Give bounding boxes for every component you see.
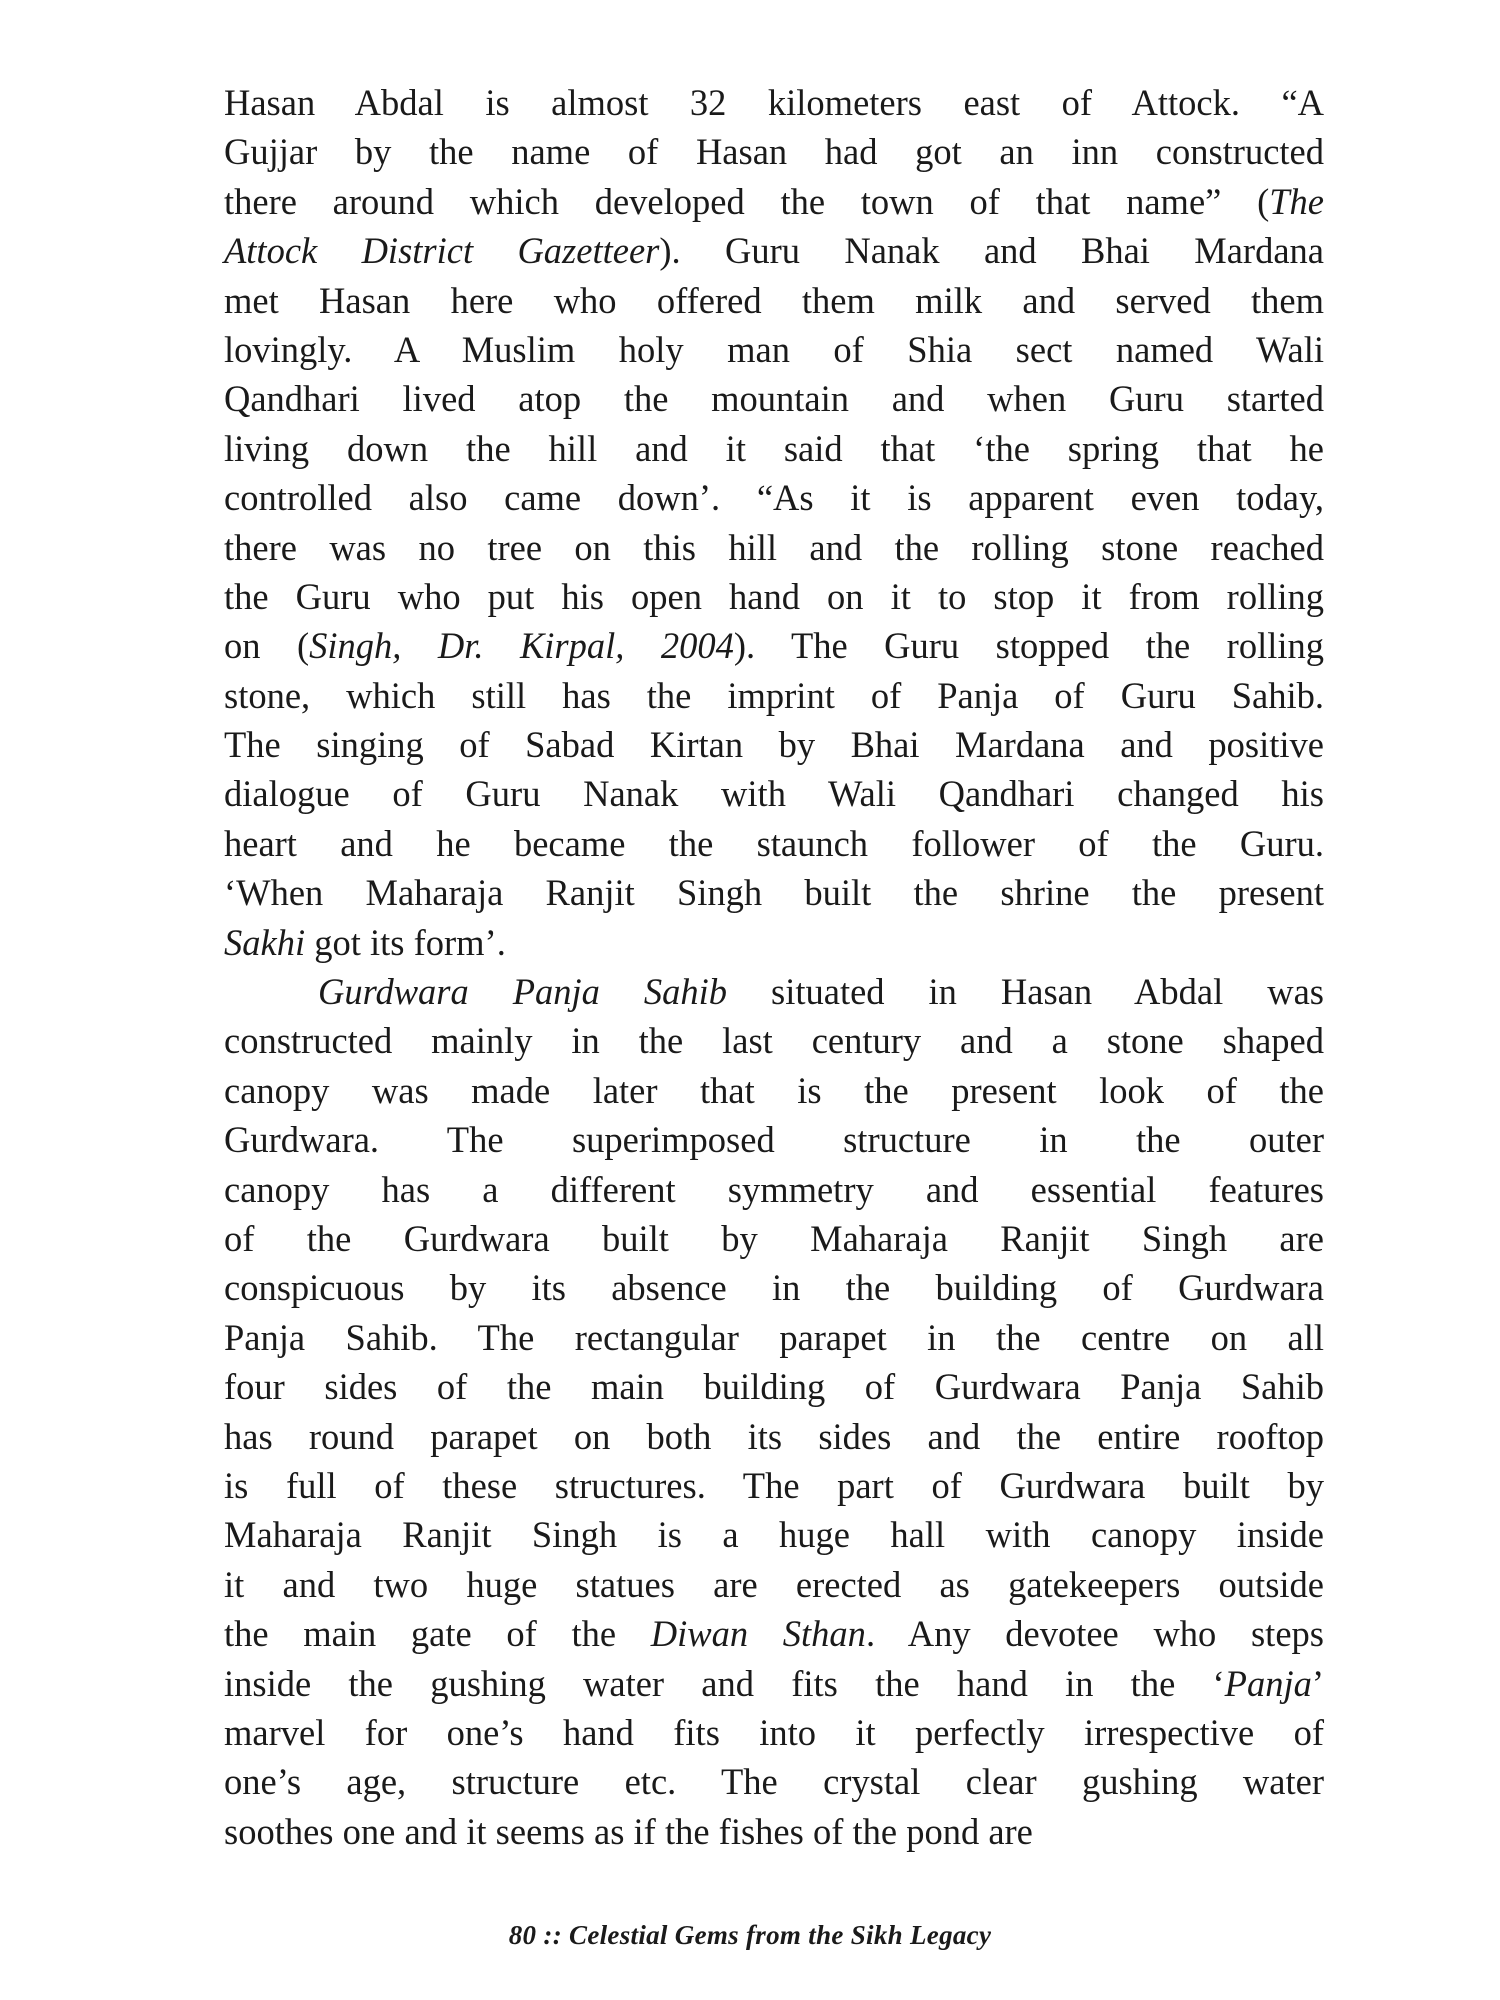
text-segment: lovingly. A Muslim holy man of Shia sect named Wali: [224, 328, 1324, 370]
text-line: [224, 720, 1324, 769]
text-line: [224, 1214, 1324, 1263]
text-segment: inside the gushing water and fits the hand in the ‘: [224, 1662, 1225, 1704]
page-footer: 80 :: Celestial Gems from the Sikh Legacy: [508, 1920, 992, 1950]
text-segment: conspicuous by its absence in the building of Gurdwara: [224, 1267, 1324, 1309]
text-line: [224, 325, 1324, 374]
text-line: [224, 1560, 1324, 1609]
text-line: [224, 1362, 1324, 1411]
text-line: [224, 1412, 1324, 1461]
text-segment: constructed mainly in the last century and a stone shaped: [224, 1020, 1324, 1062]
text-segment: got its form’.: [305, 921, 506, 963]
text-segment: canopy was made later that is the present look of the: [224, 1069, 1324, 1111]
text-line: [224, 918, 1324, 967]
text-segment: The singing of Sabad Kirtan by Bhai Mardana and positive: [224, 724, 1324, 766]
text-line: [224, 621, 1324, 670]
text-line: [224, 572, 1324, 621]
text-line: [224, 1708, 1324, 1757]
text-segment: there was no tree on this hill and the rolling stone reached: [224, 526, 1324, 568]
text-segment: met Hasan here who offered them milk and served them: [224, 279, 1324, 321]
italic-text: Singh, Dr. Kirpal, 2004: [309, 625, 734, 667]
text-line: [224, 1461, 1324, 1510]
paragraph: [224, 967, 1324, 1856]
text-line: [224, 1165, 1324, 1214]
text-segment: controlled also came down’. “As it is apparent even today,: [224, 477, 1324, 519]
text-segment: ). The Guru stopped the rolling: [733, 625, 1325, 667]
text-line: [224, 1016, 1324, 1065]
text-line: [224, 523, 1324, 572]
text-line: [224, 473, 1324, 522]
text-segment: the main gate of the: [224, 1613, 651, 1655]
text-segment: there around which developed the town of that name” (: [224, 180, 1270, 222]
text-segment: the Guru who put his open hand on it to stop it from rolling: [224, 575, 1324, 617]
text-segment: ). Guru Nanak and Bhai Mardana: [659, 230, 1324, 272]
body-text: [224, 78, 1324, 1856]
text-line: [224, 1115, 1324, 1164]
text-segment: ’: [1311, 1662, 1324, 1704]
text-line: [224, 1313, 1324, 1362]
text-segment: living down the hill and it said that ‘the spring that he: [224, 427, 1324, 469]
text-line: [224, 1807, 1324, 1856]
text-segment: Gujjar by the name of Hasan had got an inn constructed: [224, 131, 1324, 173]
text-segment: Qandhari lived atop the mountain and when Guru started: [224, 378, 1324, 420]
text-line: [224, 868, 1324, 917]
italic-text: Panja: [1224, 1662, 1312, 1704]
text-segment: on (: [224, 625, 310, 667]
text-segment: has round parapet on both its sides and the entire rooftop: [224, 1415, 1324, 1457]
text-line: [224, 967, 1324, 1016]
italic-text: Attock District Gazetteer: [224, 230, 660, 272]
text-segment: situated in Hasan Abdal was: [727, 971, 1324, 1013]
text-segment: Maharaja Ranjit Singh is a huge hall with canopy inside: [224, 1514, 1324, 1556]
text-line: [224, 1066, 1324, 1115]
text-line: [224, 424, 1324, 473]
italic-text: Diwan Sthan: [650, 1613, 866, 1655]
text-line: [224, 374, 1324, 423]
text-line: [224, 1609, 1324, 1658]
paragraph: [224, 78, 1324, 967]
text-segment: four sides of the main building of Gurdwara Panja Sahib: [224, 1366, 1324, 1408]
text-segment: soothes one and it seems as if the fishes of the pond are: [224, 1810, 1033, 1852]
text-line: [224, 177, 1324, 226]
text-segment: canopy has a different symmetry and essential features: [224, 1168, 1324, 1210]
text-line: [224, 1659, 1324, 1708]
text-line: [224, 1757, 1324, 1806]
text-segment: one’s age, structure etc. The crystal clear gushing water: [224, 1761, 1324, 1803]
text-segment: . Any devotee who steps: [865, 1613, 1324, 1655]
italic-text: Sakhi: [224, 921, 306, 963]
text-line: [224, 769, 1324, 818]
text-segment: marvel for one’s hand fits into it perfectly irrespective of: [224, 1711, 1324, 1753]
italic-text: Gurdwara Panja Sahib: [318, 971, 728, 1013]
text-line: [224, 1263, 1324, 1312]
text-line: [224, 671, 1324, 720]
text-segment: Hasan Abdal is almost 32 kilometers east of Attock. “A: [224, 82, 1324, 123]
text-line: [224, 1510, 1324, 1559]
text-segment: stone, which still has the imprint of Panja of Guru Sahib.: [224, 674, 1324, 716]
text-segment: ‘When Maharaja Ranjit Singh built the shrine the present: [224, 872, 1324, 914]
text-segment: Gurdwara. The superimposed structure in the outer: [224, 1119, 1324, 1161]
text-segment: of the Gurdwara built by Maharaja Ranjit Singh are: [224, 1217, 1324, 1259]
text-segment: is full of these structures. The part of Gurdwara built by: [224, 1464, 1324, 1506]
text-line: [224, 78, 1324, 127]
text-segment: dialogue of Guru Nanak with Wali Qandhari changed his: [224, 773, 1324, 815]
text-segment: it and two huge statues are erected as gatekeepers outside: [224, 1563, 1324, 1605]
italic-text: The: [1269, 180, 1324, 222]
text-line: [224, 226, 1324, 275]
text-line: [224, 127, 1324, 176]
text-line: [224, 276, 1324, 325]
text-line: [224, 819, 1324, 868]
text-segment: Panja Sahib. The rectangular parapet in the centre on all: [224, 1316, 1324, 1358]
text-segment: heart and he became the staunch follower of the Guru.: [224, 822, 1324, 864]
